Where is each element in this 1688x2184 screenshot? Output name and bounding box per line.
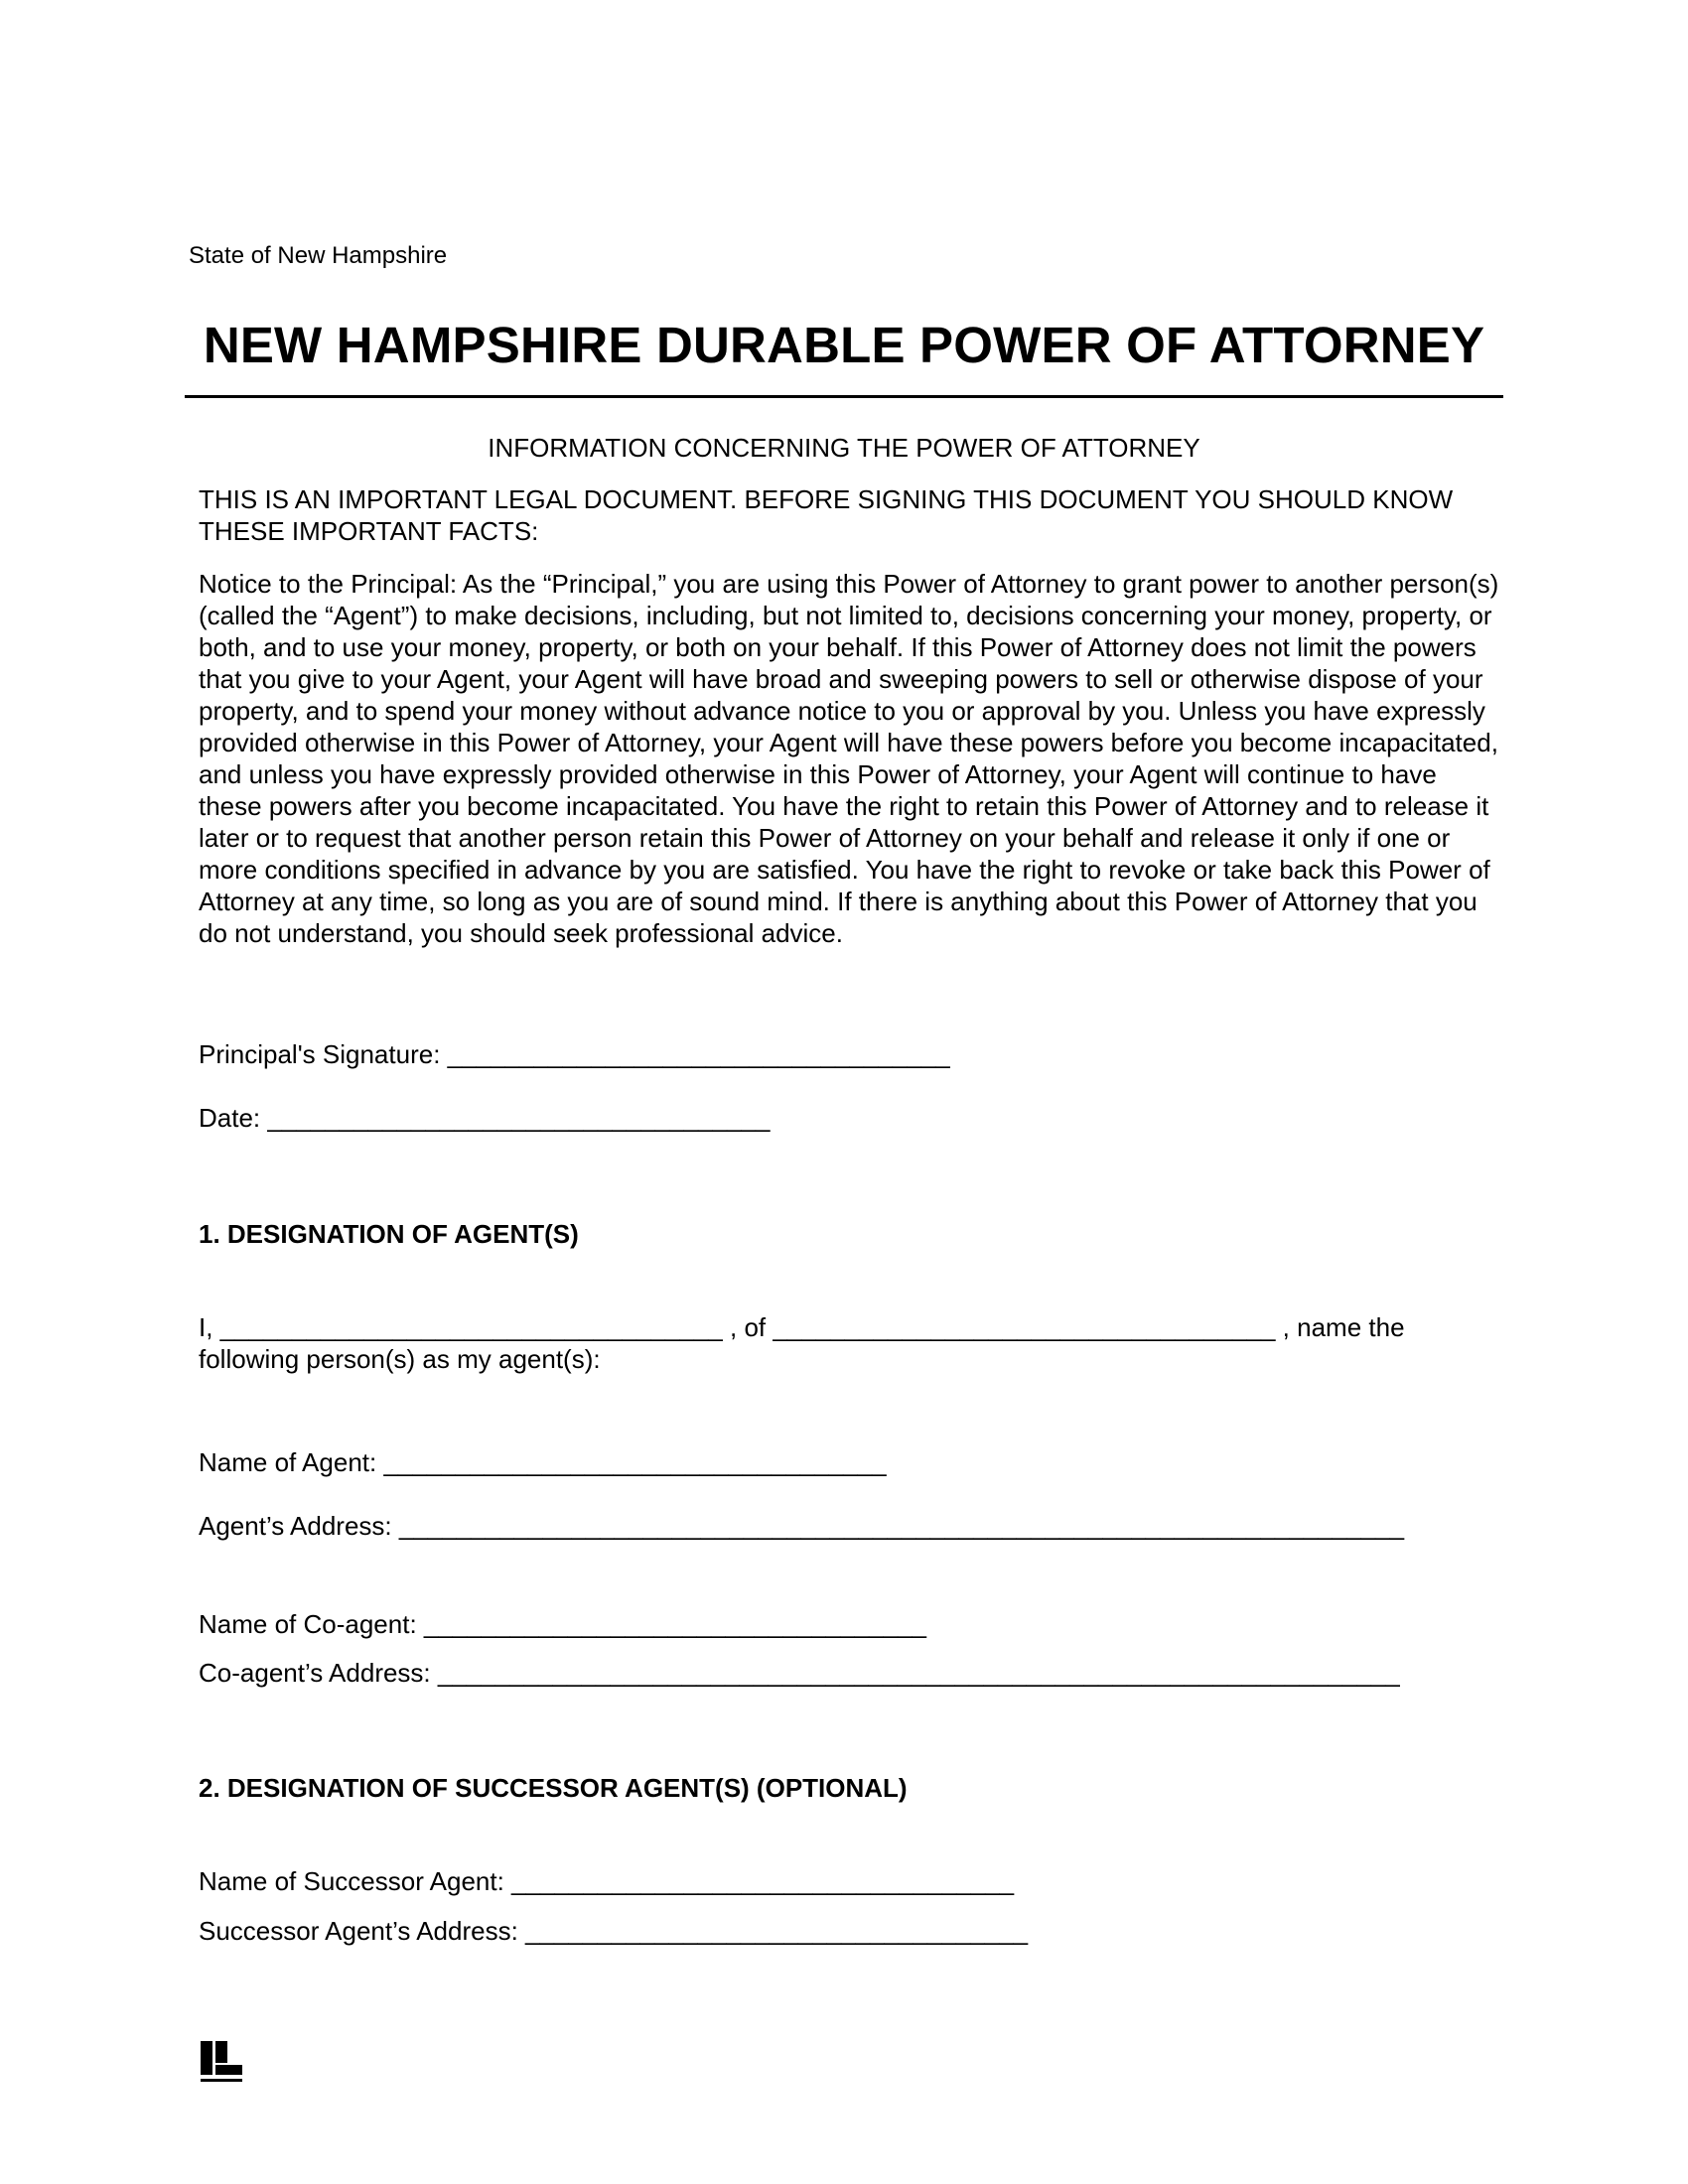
important-notice: THIS IS AN IMPORTANT LEGAL DOCUMENT. BEFORE SIGNING THIS DOCUMENT YOU SHOULD KNOW THESE IMPORTANT FACTS: xyxy=(199,484,1454,546)
document-title: NEW HAMPSHIRE DURABLE POWER OF ATTORNEY xyxy=(203,317,1485,373)
document-logo-icon xyxy=(199,2039,244,2085)
notice-paragraph: Notice to the Principal: As the “Principal,” you are using this Power of Attorney to grant power to another person(s) (called the “Agent”) to make decisions, including, but not limited to, decisions concerning your money, property, or both, and to use your money, property, or both on your behalf. If this Power of Attorney does not limit the powers that you give to your Agent, your Agent will have broad and sweeping powers to sell or otherwise dispose of your property, and to spend your money without advance notice to you or approval by you. Unless you have expressly provided otherwise in this Power of Attorney, your Agent will have these powers before you become incapacitated, and unless you have expressly provided otherwise in this Power of Attorney, your Agent will continue to have these powers after you become incapacitated. You have the right to retain this Power of Attorney and to release it later or to request that another person retain this Power of Attorney on your behalf and release it only if one or more conditions specified in advance by you are satisfied. You have the right to revoke or take back this Power of Attorney at any time, so long as you are of sound mind. If there is anything about this Power of Attorney that you do not understand, you should seek professional advice. xyxy=(199,569,1499,948)
agent-address-field[interactable]: Agent’s Address: ______________________________________________________________________ xyxy=(199,1511,1405,1541)
agent-name-field[interactable]: Name of Agent: ___________________________________ xyxy=(199,1447,887,1477)
info-heading: INFORMATION CONCERNING THE POWER OF ATTORNEY xyxy=(488,433,1200,463)
principal-signature-field[interactable]: Principal's Signature: ___________________________________ xyxy=(199,1039,950,1069)
state-line: State of New Hampshire xyxy=(189,242,448,269)
title-divider xyxy=(185,395,1503,398)
section2-heading: 2. DESIGNATION OF SUCCESSOR AGENT(S) (OPTIONAL) xyxy=(199,1773,908,1803)
coagent-name-field[interactable]: Name of Co-agent: ___________________________________ xyxy=(199,1609,926,1639)
successor-agent-address-field[interactable]: Successor Agent’s Address: ___________________________________ xyxy=(199,1916,1029,1946)
successor-agent-name-field[interactable]: Name of Successor Agent: ___________________________________ xyxy=(199,1866,1015,1896)
coagent-address-field[interactable]: Co-agent’s Address: ___________________________________________________________________ xyxy=(199,1658,1400,1688)
date-field[interactable]: Date: ___________________________________ xyxy=(199,1103,771,1133)
designation-continuation: following person(s) as my agent(s): xyxy=(199,1344,601,1374)
principal-name-address-field[interactable]: I, ___________________________________ , of ___________________________________ , name the xyxy=(199,1312,1405,1342)
section1-heading: 1. DESIGNATION OF AGENT(S) xyxy=(199,1219,579,1249)
